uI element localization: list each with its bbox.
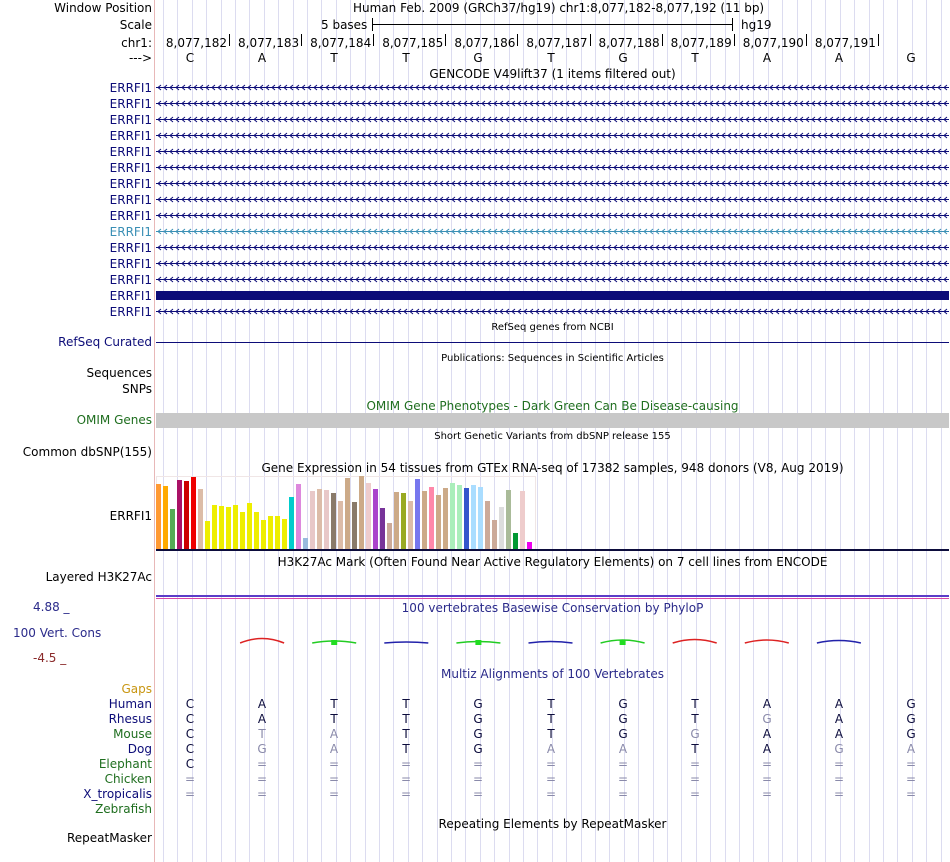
position-label: 8,077,182 <box>165 36 227 50</box>
base-letter: T <box>547 51 555 65</box>
gencode-transcript-label[interactable]: ERRFI1 <box>109 97 152 111</box>
position-label: 8,077,185 <box>382 36 444 50</box>
scale-text: 5 bases <box>321 18 368 32</box>
multiz-base: A <box>762 742 772 756</box>
repeatmasker-track-title: Repeating Elements by RepeatMasker <box>438 817 667 831</box>
sequences-label[interactable]: Sequences <box>86 366 152 380</box>
multiz-base: T <box>258 727 266 741</box>
phylop-peak <box>673 640 717 644</box>
phylop-peak <box>745 640 789 643</box>
multiz-species-label[interactable]: Zebrafish <box>95 802 152 816</box>
multiz-base: T <box>330 697 338 711</box>
multiz-base: T <box>547 697 555 711</box>
multiz-base: C <box>185 757 195 771</box>
multiz-base: = <box>905 757 917 771</box>
conservation-track-title: 100 vertebrates Basewise Conservation by PhyloP <box>401 601 704 615</box>
position-label: 8,077,191 <box>814 36 876 50</box>
omim-track-title: OMIM Gene Phenotypes - Dark Green Can Be Disease-causing <box>366 399 739 413</box>
phylop-peak <box>240 639 284 644</box>
multiz-base: = <box>328 772 340 786</box>
multiz-base: A <box>834 712 844 726</box>
multiz-base: = <box>328 757 340 771</box>
base-letter: G <box>473 51 483 65</box>
multiz-base: G <box>834 742 844 756</box>
multiz-base: = <box>256 772 268 786</box>
multiz-base: = <box>545 787 557 801</box>
multiz-base: A <box>834 697 844 711</box>
multiz-base: = <box>256 757 268 771</box>
multiz-base: G <box>618 697 628 711</box>
multiz-base: = <box>400 787 412 801</box>
phylop-highlight <box>475 640 481 645</box>
multiz-base: C <box>185 712 195 726</box>
multiz-base: = <box>905 787 917 801</box>
multiz-base: = <box>184 772 196 786</box>
position-label: 8,077,189 <box>670 36 732 50</box>
gencode-transcript-label[interactable]: ERRFI1 <box>109 305 152 319</box>
multiz-base: T <box>691 742 699 756</box>
multiz-base: G <box>618 727 628 741</box>
position-label: 8,077,184 <box>310 36 372 50</box>
multiz-base: T <box>547 727 555 741</box>
assembly-name: hg19 <box>741 18 772 32</box>
window-position-label: Window Position <box>54 1 152 15</box>
multiz-base: G <box>690 727 700 741</box>
multiz-base: T <box>402 712 410 726</box>
h3k27ac-track-title: H3K27Ac Mark (Often Found Near Active Regulatory Elements) on 7 cell lines from ENCODE <box>277 555 828 569</box>
multiz-base: A <box>762 697 772 711</box>
position-label: 8,077,186 <box>454 36 516 50</box>
gencode-transcript-label[interactable]: ERRFI1 <box>109 209 152 223</box>
multiz-base: T <box>402 697 410 711</box>
chromosome-label: chr1: <box>121 36 152 50</box>
multiz-base: = <box>833 772 845 786</box>
h3k27ac-track-label[interactable]: Layered H3K27Ac <box>45 570 152 584</box>
base-letter: T <box>402 51 410 65</box>
multiz-base: = <box>328 787 340 801</box>
phylop-highlight <box>620 640 626 645</box>
dbsnp-track-title: Short Genetic Variants from dbSNP release 155 <box>434 431 671 442</box>
multiz-base: G <box>906 697 916 711</box>
multiz-species-label[interactable]: Dog <box>127 742 152 756</box>
multiz-base: C <box>185 727 195 741</box>
gencode-transcript-label[interactable]: ERRFI1 <box>109 273 152 287</box>
position-label: 8,077,187 <box>526 36 588 50</box>
multiz-base: G <box>473 712 483 726</box>
phylop-peak <box>529 642 573 644</box>
gencode-transcript-label[interactable]: ERRFI1 <box>109 129 152 143</box>
multiz-base: C <box>185 742 195 756</box>
multiz-species-label[interactable]: Chicken <box>104 772 152 786</box>
multiz-base: = <box>689 787 701 801</box>
position-label: 8,077,190 <box>742 36 804 50</box>
multiz-base: A <box>329 742 339 756</box>
multiz-base: T <box>547 712 555 726</box>
multiz-base: = <box>761 757 773 771</box>
gencode-transcript-label[interactable]: ERRFI1 <box>109 241 152 255</box>
refseq-track-label[interactable]: RefSeq Curated <box>58 335 152 349</box>
multiz-base: = <box>545 772 557 786</box>
gencode-transcript-label[interactable]: ERRFI1 <box>109 113 152 127</box>
snps-label[interactable]: SNPs <box>122 382 152 396</box>
multiz-base: G <box>762 712 772 726</box>
multiz-base: = <box>400 772 412 786</box>
multiz-base: G <box>257 742 267 756</box>
repeatmasker-track-label[interactable]: RepeatMasker <box>66 831 152 845</box>
multiz-base: A <box>618 742 628 756</box>
assembly-title: Human Feb. 2009 (GRCh37/hg19) chr1:8,077,182-8,077,192 (11 bp) <box>353 1 765 15</box>
base-letter: T <box>691 51 699 65</box>
gencode-transcript-label[interactable]: ERRFI1 <box>109 289 152 303</box>
omim-track-label[interactable]: OMIM Genes <box>76 413 152 427</box>
multiz-base: = <box>833 787 845 801</box>
multiz-base: T <box>691 697 699 711</box>
multiz-base: T <box>402 727 410 741</box>
multiz-base: = <box>472 757 484 771</box>
base-letter: G <box>906 51 916 65</box>
gtex-track-title: Gene Expression in 54 tissues from GTEx RNA-seq of 17382 samples, 948 donors (V8, Aug 2019) <box>261 461 844 475</box>
gaps-label: Gaps <box>121 682 152 696</box>
gencode-transcript-label[interactable]: ERRFI1 <box>109 177 152 191</box>
cons-ymin: -4.5 _ <box>33 651 67 665</box>
multiz-base: T <box>330 712 338 726</box>
conservation-track-label[interactable]: 100 Vert. Cons <box>13 626 102 640</box>
multiz-species-label[interactable]: Elephant <box>98 757 152 771</box>
multiz-base: G <box>618 712 628 726</box>
phylop-peak <box>817 641 861 644</box>
multiz-base: C <box>185 697 195 711</box>
multiz-base: = <box>400 757 412 771</box>
position-label: 8,077,188 <box>598 36 660 50</box>
gencode-transcript-label[interactable]: ERRFI1 <box>109 225 152 239</box>
base-letter: T <box>330 51 338 65</box>
position-label: 8,077,183 <box>238 36 300 50</box>
multiz-base: A <box>906 742 916 756</box>
multiz-base: = <box>761 772 773 786</box>
multiz-base: G <box>906 712 916 726</box>
multiz-base: = <box>617 757 629 771</box>
multiz-base: A <box>257 712 267 726</box>
gencode-transcript-label[interactable]: ERRFI1 <box>109 81 152 95</box>
multiz-base: A <box>762 727 772 741</box>
multiz-species-label[interactable]: Human <box>108 697 152 711</box>
multiz-base: T <box>402 742 410 756</box>
multiz-base: = <box>689 757 701 771</box>
gencode-transcript-label[interactable]: ERRFI1 <box>109 161 152 175</box>
multiz-base: = <box>617 772 629 786</box>
multiz-base: A <box>257 697 267 711</box>
multiz-base: G <box>473 727 483 741</box>
multiz-base: = <box>256 787 268 801</box>
base-letter: G <box>618 51 628 65</box>
multiz-base: G <box>906 727 916 741</box>
multiz-base: G <box>473 742 483 756</box>
multiz-species-label[interactable]: Rhesus <box>108 712 152 726</box>
multiz-base: = <box>545 757 557 771</box>
multiz-base: = <box>761 787 773 801</box>
multiz-track-title: Multiz Alignments of 100 Vertebrates <box>440 667 665 681</box>
multiz-species-label[interactable]: X_tropicalis <box>83 787 152 801</box>
publications-track-title: Publications: Sequences in Scientific Articles <box>441 353 664 364</box>
base-letter: A <box>834 51 844 65</box>
gencode-track-title: GENCODE V49lift37 (1 items filtered out) <box>429 67 676 81</box>
strand-label: ---> <box>128 51 152 65</box>
multiz-base: A <box>329 727 339 741</box>
base-letter: A <box>257 51 267 65</box>
phylop-highlight <box>331 640 337 645</box>
multiz-species-label[interactable]: Mouse <box>113 727 152 741</box>
dbsnp-track-label[interactable]: Common dbSNP(155) <box>22 445 152 459</box>
multiz-base: A <box>546 742 556 756</box>
gencode-transcript-label[interactable]: ERRFI1 <box>109 257 152 271</box>
multiz-base: = <box>472 772 484 786</box>
multiz-base: G <box>473 697 483 711</box>
refseq-track-title: RefSeq genes from NCBI <box>491 322 614 333</box>
gencode-transcript-label[interactable]: ERRFI1 <box>109 145 152 159</box>
phylop-peak <box>384 642 428 643</box>
gtex-gene-label[interactable]: ERRFI1 <box>109 509 152 523</box>
multiz-base: = <box>833 757 845 771</box>
multiz-base: = <box>905 772 917 786</box>
cons-ymax: 4.88 _ <box>33 600 70 614</box>
multiz-base: = <box>184 787 196 801</box>
scale-label: Scale <box>119 18 152 32</box>
multiz-base: = <box>472 787 484 801</box>
base-letter: A <box>762 51 772 65</box>
multiz-base: T <box>691 712 699 726</box>
gencode-transcript-label[interactable]: ERRFI1 <box>109 193 152 207</box>
multiz-base: = <box>689 772 701 786</box>
multiz-base: = <box>617 787 629 801</box>
base-letter: C <box>185 51 195 65</box>
multiz-base: A <box>834 727 844 741</box>
